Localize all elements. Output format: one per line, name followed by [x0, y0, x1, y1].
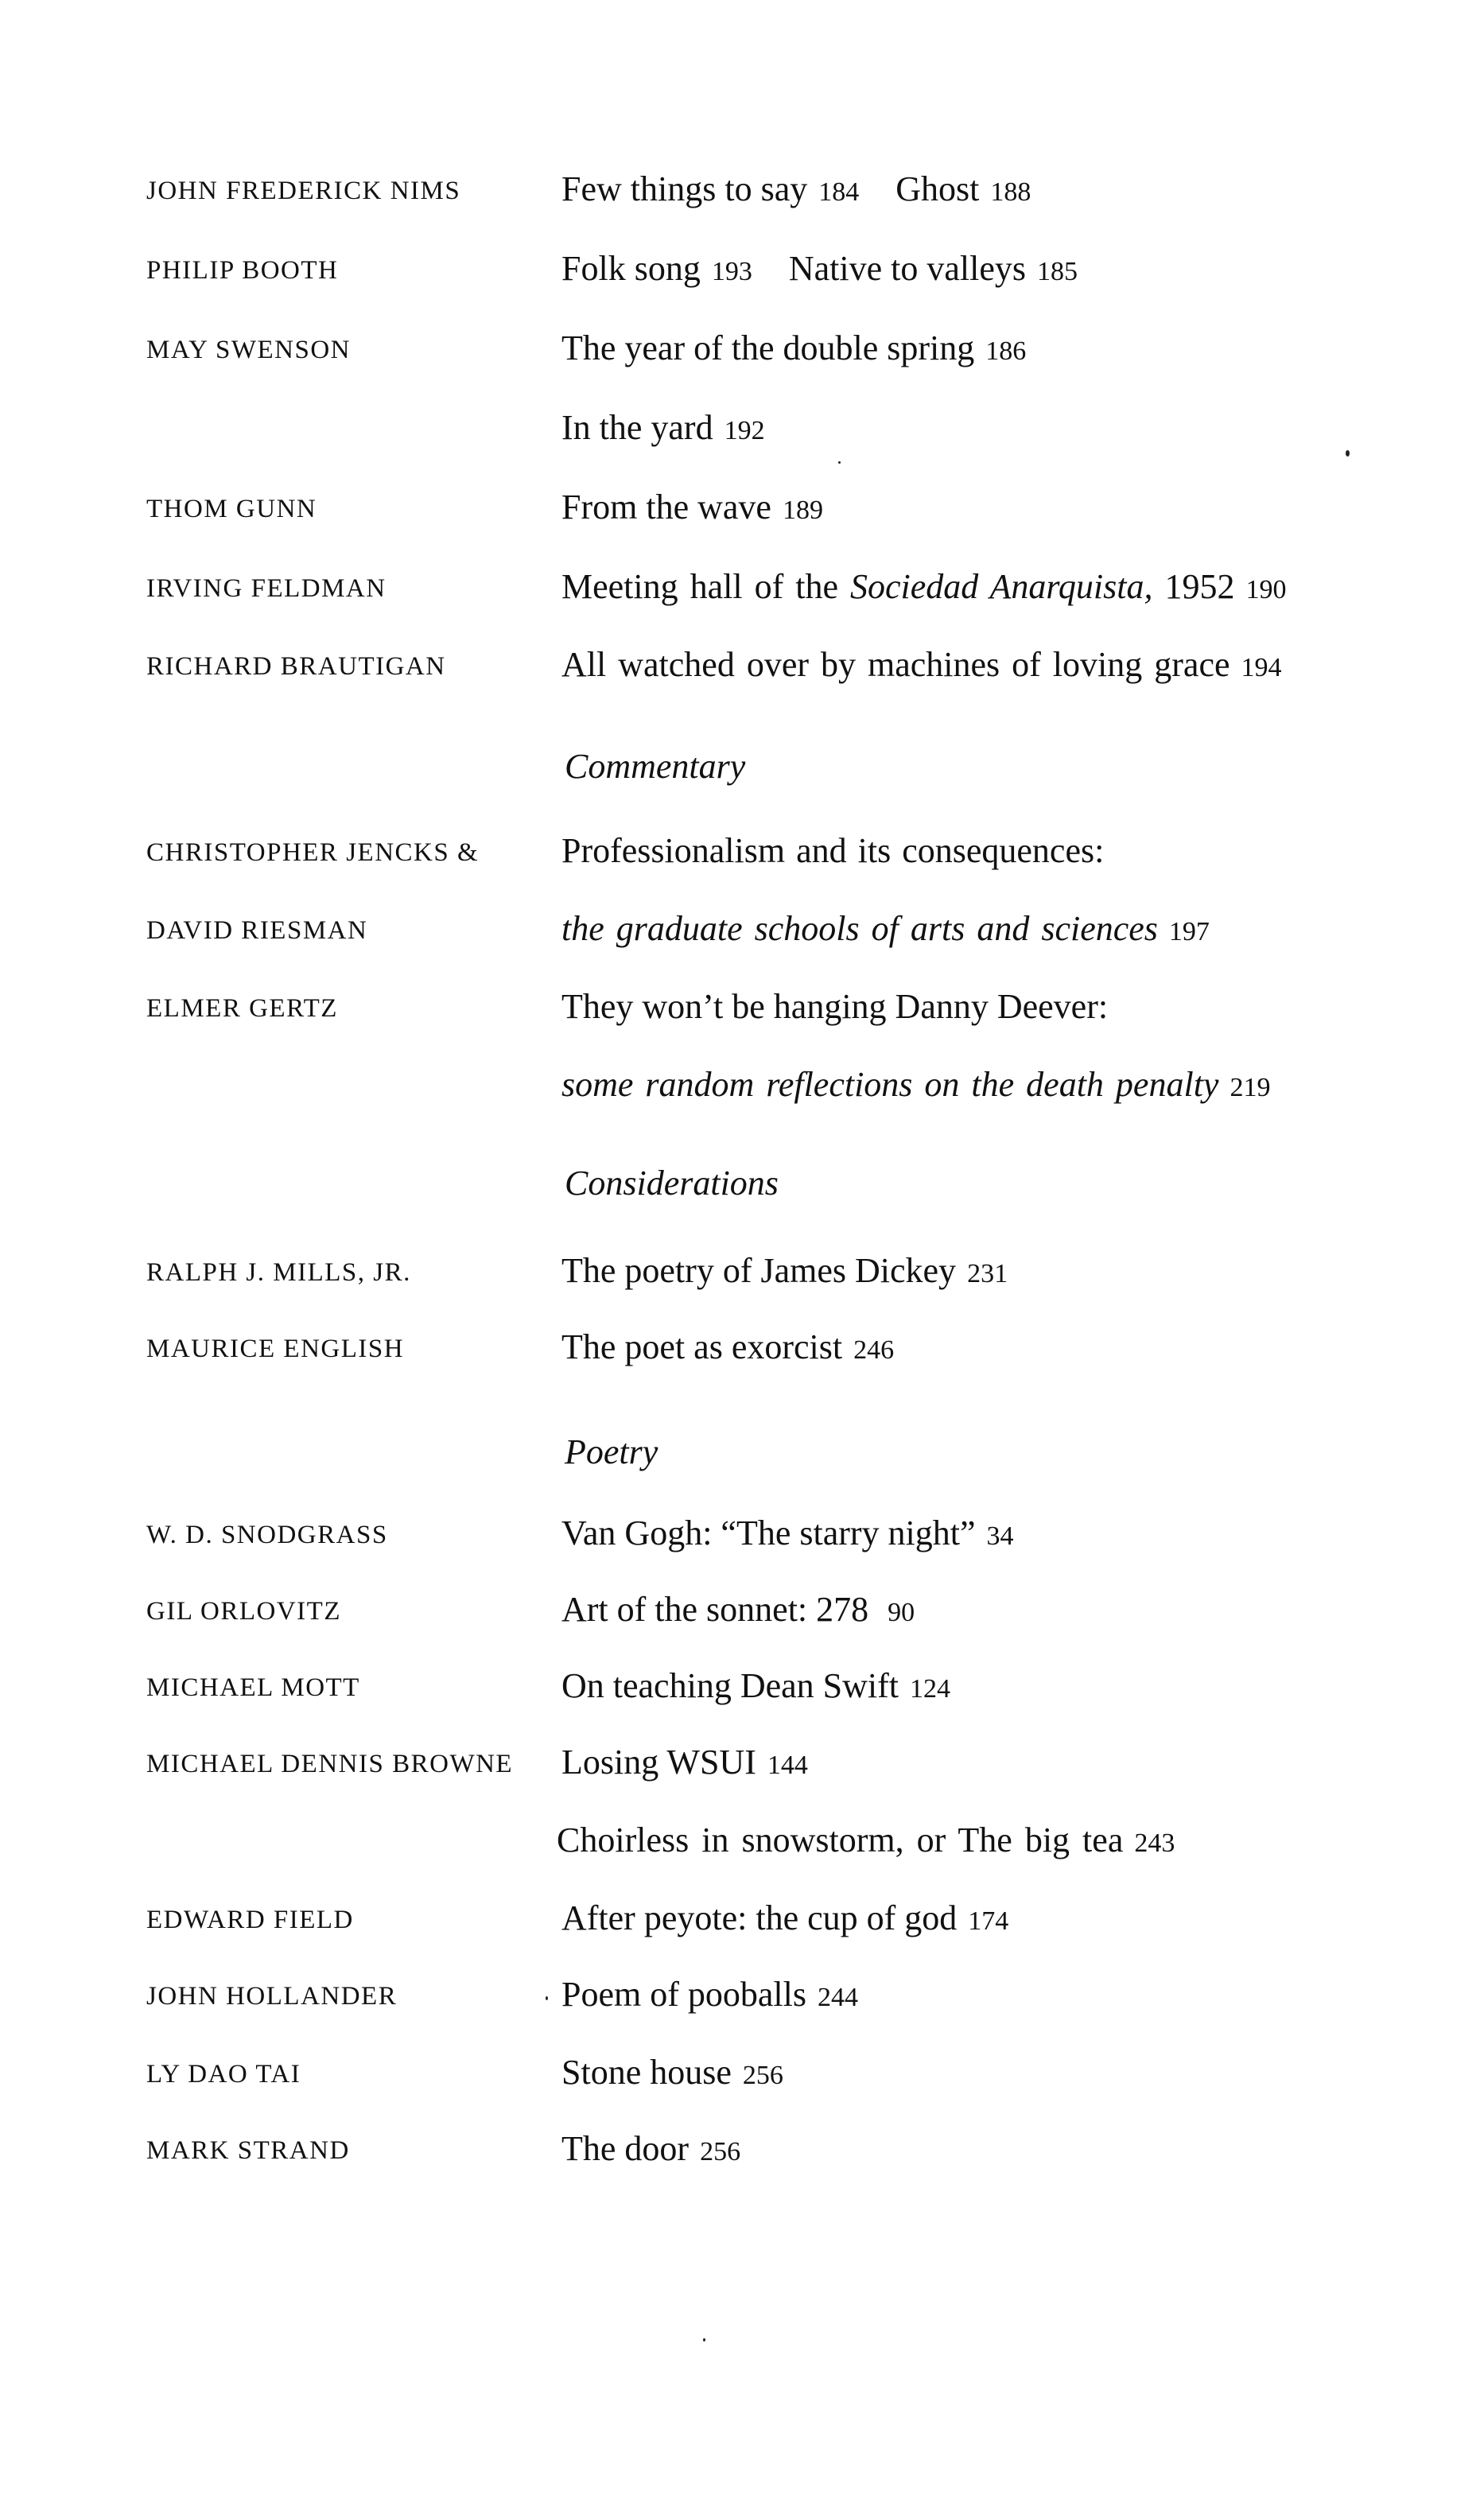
entry-mills	[561, 1250, 1008, 1295]
title-few-things: Few things to say	[561, 169, 808, 208]
title-poet-as-exorcist: The poet as exorcist	[561, 1327, 843, 1366]
title-choirless-in-snowstorm: Choirless in snowstorm, or The big tea	[557, 1820, 1124, 1859]
entry-browne-2	[557, 1820, 1175, 1864]
entry-orlovitz	[561, 1589, 915, 1634]
entry-swenson-2	[561, 407, 765, 452]
author-english: MAURICE ENGLISH	[146, 1335, 405, 1363]
author-field: EDWARD FIELD	[146, 1906, 354, 1934]
title-native-to-valleys: Native to valleys	[788, 249, 1026, 288]
entry-english	[561, 1327, 894, 1371]
entry-browne-1	[561, 1742, 808, 1786]
author-booth: PHILIP BOOTH	[146, 256, 339, 285]
title-starry-night: Van Gogh: “The starry night”	[561, 1514, 976, 1552]
entry-feldman	[561, 566, 1286, 611]
author-mott: MICHAEL MOTT	[146, 1673, 360, 1702]
title-machines-of-loving-grace: All watched over by machines of loving grace	[561, 645, 1230, 684]
page-number: 246	[853, 1335, 895, 1365]
page-number: 186	[985, 336, 1027, 366]
title-in-the-yard: In the yard	[561, 408, 713, 447]
title-danny-deever: They won’t be hanging Danny Deever:	[561, 987, 1109, 1026]
entry-tai	[561, 2052, 783, 2096]
entry-nims	[561, 169, 1031, 213]
author-strand: MARK STRAND	[146, 2136, 350, 2165]
title-poetry-of-james-dickey: The poetry of James Dickey	[561, 1251, 957, 1290]
print-speck	[703, 2338, 705, 2341]
entry-jencks-subtitle	[561, 908, 1210, 953]
entry-snodgrass	[561, 1513, 1014, 1557]
title-stone-house: Stone house	[561, 2053, 732, 2092]
page-number: 256	[700, 2137, 741, 2166]
page-number: 244	[817, 1983, 858, 2012]
author-brautigan: RICHARD BRAUTIGAN	[146, 652, 446, 681]
title-from-the-wave: From the wave	[561, 488, 771, 527]
print-speck	[1346, 450, 1350, 457]
page-number: 174	[968, 1906, 1009, 1936]
entry-gunn	[561, 487, 823, 531]
author-tai: LY DAO TAI	[146, 2060, 301, 2089]
page-number: 243	[1134, 1828, 1175, 1858]
entry-strand	[561, 2128, 740, 2173]
page-number: 188	[990, 177, 1031, 207]
entry-jencks	[561, 830, 1104, 872]
title-professionalism: Professionalism and its consequences:	[561, 831, 1105, 870]
title-sociedad-anarquista: Sociedad Anarquista,	[850, 567, 1153, 606]
page-number: 194	[1241, 653, 1282, 682]
section-heading-commentary: Commentary	[565, 747, 746, 786]
author-feldman: IRVING FELDMAN	[146, 574, 387, 603]
print-speck	[838, 461, 841, 464]
title-double-spring: The year of the double spring	[561, 328, 975, 367]
page-number: 184	[818, 177, 860, 207]
page-number: 193	[711, 257, 752, 286]
page-number: 219	[1230, 1073, 1271, 1102]
page-number: 144	[767, 1751, 808, 1780]
page-number: 185	[1036, 257, 1078, 286]
title-meeting-hall: Meeting hall of the	[561, 567, 839, 606]
entry-brautigan	[561, 644, 1282, 689]
entry-field	[561, 1898, 1008, 1942]
title-folk-song: Folk song	[561, 249, 701, 288]
author-nims: JOHN FREDERICK NIMS	[146, 177, 461, 205]
author-hollander: JOHN HOLLANDER	[146, 1982, 398, 2011]
page-number: 124	[910, 1674, 950, 1704]
title-the-door: The door	[561, 2129, 690, 2168]
entry-hollander	[561, 1974, 858, 2019]
page-number: 231	[967, 1259, 1008, 1288]
title-art-of-the-sonnet: Art of the sonnet: 278	[561, 1590, 869, 1629]
entry-gertz-subtitle	[561, 1064, 1270, 1109]
author-snodgrass: W. D. SNODGRASS	[146, 1521, 388, 1549]
entry-mott	[561, 1665, 950, 1710]
title-losing-wsui: Losing WSUI	[561, 1743, 756, 1782]
page-number: 90	[888, 1598, 915, 1627]
entry-swenson-1	[561, 328, 1026, 372]
subtitle-death-penalty: some random reflections on the death penalty	[561, 1065, 1219, 1104]
page-number: 197	[1168, 917, 1210, 946]
author-jencks: CHRISTOPHER JENCKS &	[146, 838, 480, 867]
author-gertz: ELMER GERTZ	[146, 994, 338, 1023]
page-number: 34	[986, 1521, 1014, 1551]
title-year: 1952	[1164, 567, 1235, 606]
page-number: 192	[724, 416, 765, 445]
page-number: 190	[1245, 575, 1287, 604]
title-dean-swift: On teaching Dean Swift	[561, 1666, 899, 1705]
title-after-peyote: After peyote: the cup of god	[561, 1898, 958, 1937]
title-poem-of-pooballs: Poem of pooballs	[561, 1975, 806, 2014]
author-riesman: DAVID RIESMAN	[146, 916, 368, 945]
title-ghost: Ghost	[895, 169, 980, 208]
entry-booth	[561, 248, 1078, 293]
print-speck	[546, 1996, 548, 2000]
section-heading-considerations: Considerations	[565, 1164, 779, 1203]
section-heading-poetry: Poetry	[565, 1432, 658, 1471]
author-gunn: THOM GUNN	[146, 495, 317, 523]
author-mills: RALPH J. MILLS, JR.	[146, 1258, 411, 1287]
author-orlovitz: GIL ORLOVITZ	[146, 1597, 341, 1626]
page-number: 256	[742, 2061, 783, 2090]
author-swenson: MAY SWENSON	[146, 336, 352, 364]
author-browne: MICHAEL DENNIS BROWNE	[146, 1750, 514, 1778]
subtitle-graduate-schools: the graduate schools of arts and sciences	[561, 909, 1158, 948]
page-number: 189	[782, 495, 823, 525]
entry-gertz	[561, 986, 1108, 1028]
